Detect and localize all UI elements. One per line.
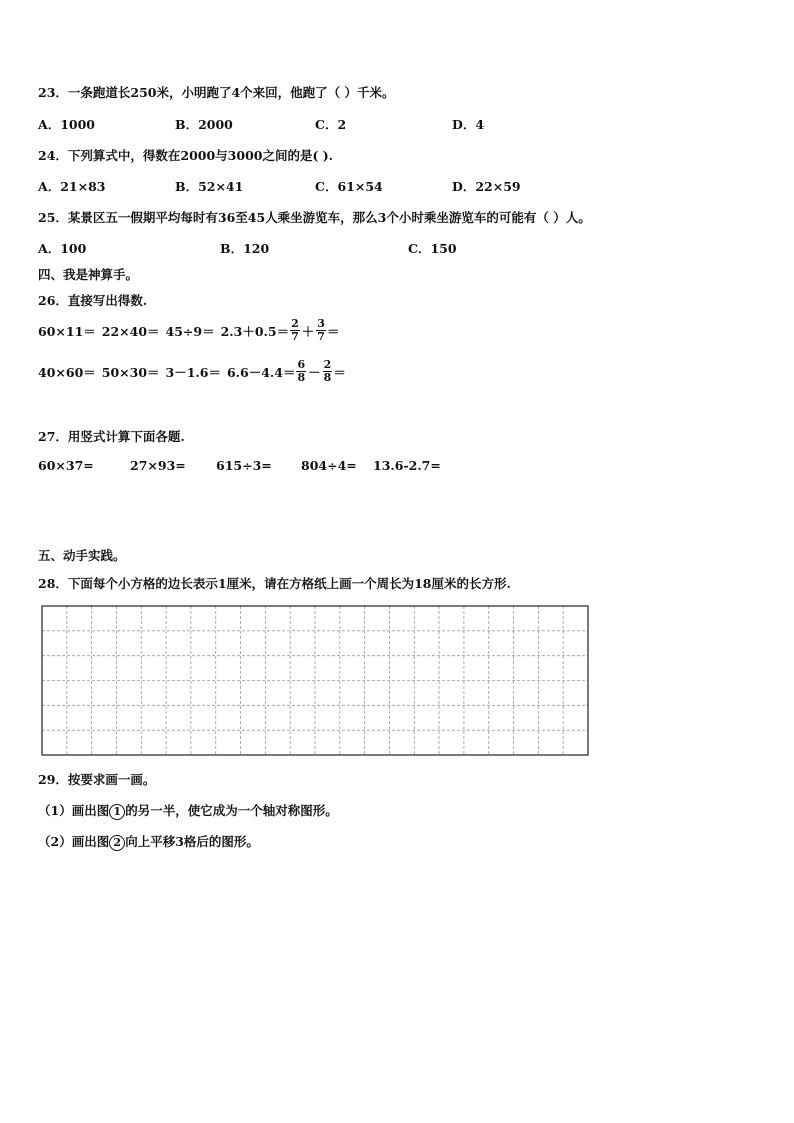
q24-text: 24．下列算式中，得数在2000与3000之间的是( ). [38, 148, 334, 163]
q23-option-a: A．1000 [38, 117, 95, 132]
q24-option-d: D．22×59 [452, 179, 521, 194]
q23-option-d: D．4 [452, 117, 485, 132]
q25-options [38, 239, 738, 255]
q26-r2-equals: ＝ [333, 364, 346, 380]
q26-row-1 [38, 318, 339, 343]
q24-option-a: A．21×83 [38, 179, 106, 194]
fraction-numerator: 2 [291, 317, 299, 330]
q26-r1-operator: ＋ [301, 323, 315, 339]
circled-number-2-icon: 2 [109, 835, 125, 851]
q26-r2-expr-2: 50×30＝ [101, 364, 160, 380]
q27-item-3: 615÷3= [216, 458, 272, 473]
q24-option-b: B．52×41 [175, 179, 244, 194]
q25-option-c: C．150 [408, 241, 457, 256]
q26-r2-expr-3: 3－1.6＝ [165, 364, 221, 380]
q25-option-a: A．100 [38, 241, 87, 256]
q29-p1-suffix: 的另一半，使它成为一个轴对称图形。 [125, 803, 338, 818]
q25-option-b: B．120 [220, 241, 270, 256]
q29-text: 29．按要求画一画。 [38, 772, 156, 787]
q26-text: 26．直接写出得数. [38, 293, 148, 308]
q26-r2-expr-4: 6.6－4.4＝ [226, 364, 296, 380]
q26-r1-equals: ＝ [326, 323, 340, 339]
q26-r1-expr-3: 45÷9＝ [165, 323, 215, 339]
q26-r2-fraction-2 [323, 359, 333, 384]
q23-option-c: C．2 [315, 117, 347, 132]
q27-item-1: 60×37= [38, 458, 94, 473]
q24-options [38, 177, 738, 193]
q26-r1-expr-4: 2.3＋0.5＝ [220, 323, 290, 339]
fraction-denominator: 8 [297, 371, 306, 384]
q29-p2-suffix: 向上平移3格后的图形。 [125, 834, 259, 849]
q26-r1-fraction-1 [290, 318, 300, 343]
q27-item-4: 804÷4= [301, 458, 357, 473]
q29-p1-prefix: （1）画出图 [38, 803, 110, 818]
q27-items [38, 458, 538, 474]
section-5-heading: 五、动手实践。 [38, 548, 126, 563]
fraction-numerator: 3 [317, 317, 325, 330]
circled-number-1-icon: 1 [109, 804, 125, 820]
fraction-denominator: 7 [317, 330, 325, 343]
q25-text: 25．某景区五一假期平均每时有36至45人乘坐游览车，那么3个小时乘坐游览车的可能有（ ）人。 [38, 210, 591, 225]
q26-r1-expr-1: 60×11＝ [38, 323, 96, 339]
fraction-numerator: 6 [297, 358, 306, 371]
q26-r2-operator: － [308, 364, 321, 380]
q23-text: 23．一条跑道长250米，小明跑了4个来回，他跑了（ ）千米。 [38, 85, 395, 100]
q27-text: 27．用竖式计算下面各题. [38, 429, 185, 444]
q27-item-2: 27×93= [130, 458, 186, 473]
q26-row-2 [38, 359, 346, 384]
q26-r2-fraction-1 [296, 359, 306, 384]
fraction-denominator: 8 [323, 371, 332, 384]
section-4-heading: 四、我是神算手。 [38, 267, 139, 282]
fraction-numerator: 2 [323, 358, 332, 371]
q26-r2-expr-1: 40×60＝ [38, 364, 96, 380]
q24-option-c: C．61×54 [315, 179, 383, 194]
q29-p2-prefix: （2）画出图 [38, 834, 110, 849]
q23-options [38, 115, 738, 131]
square-grid-paper[interactable] [41, 605, 589, 756]
q26-r1-fraction-2 [316, 318, 326, 343]
q29-part-2 [38, 832, 259, 851]
q29-part-1 [38, 801, 338, 820]
q26-r1-expr-2: 22×40＝ [101, 323, 160, 339]
fraction-denominator: 7 [291, 330, 299, 343]
q23-option-b: B．2000 [175, 117, 233, 132]
q28-text: 28．下面每个小方格的边长表示1厘米，请在方格纸上画一个周长为18厘米的长方形. [38, 576, 511, 591]
q27-item-5: 13.6-2.7= [373, 458, 441, 473]
